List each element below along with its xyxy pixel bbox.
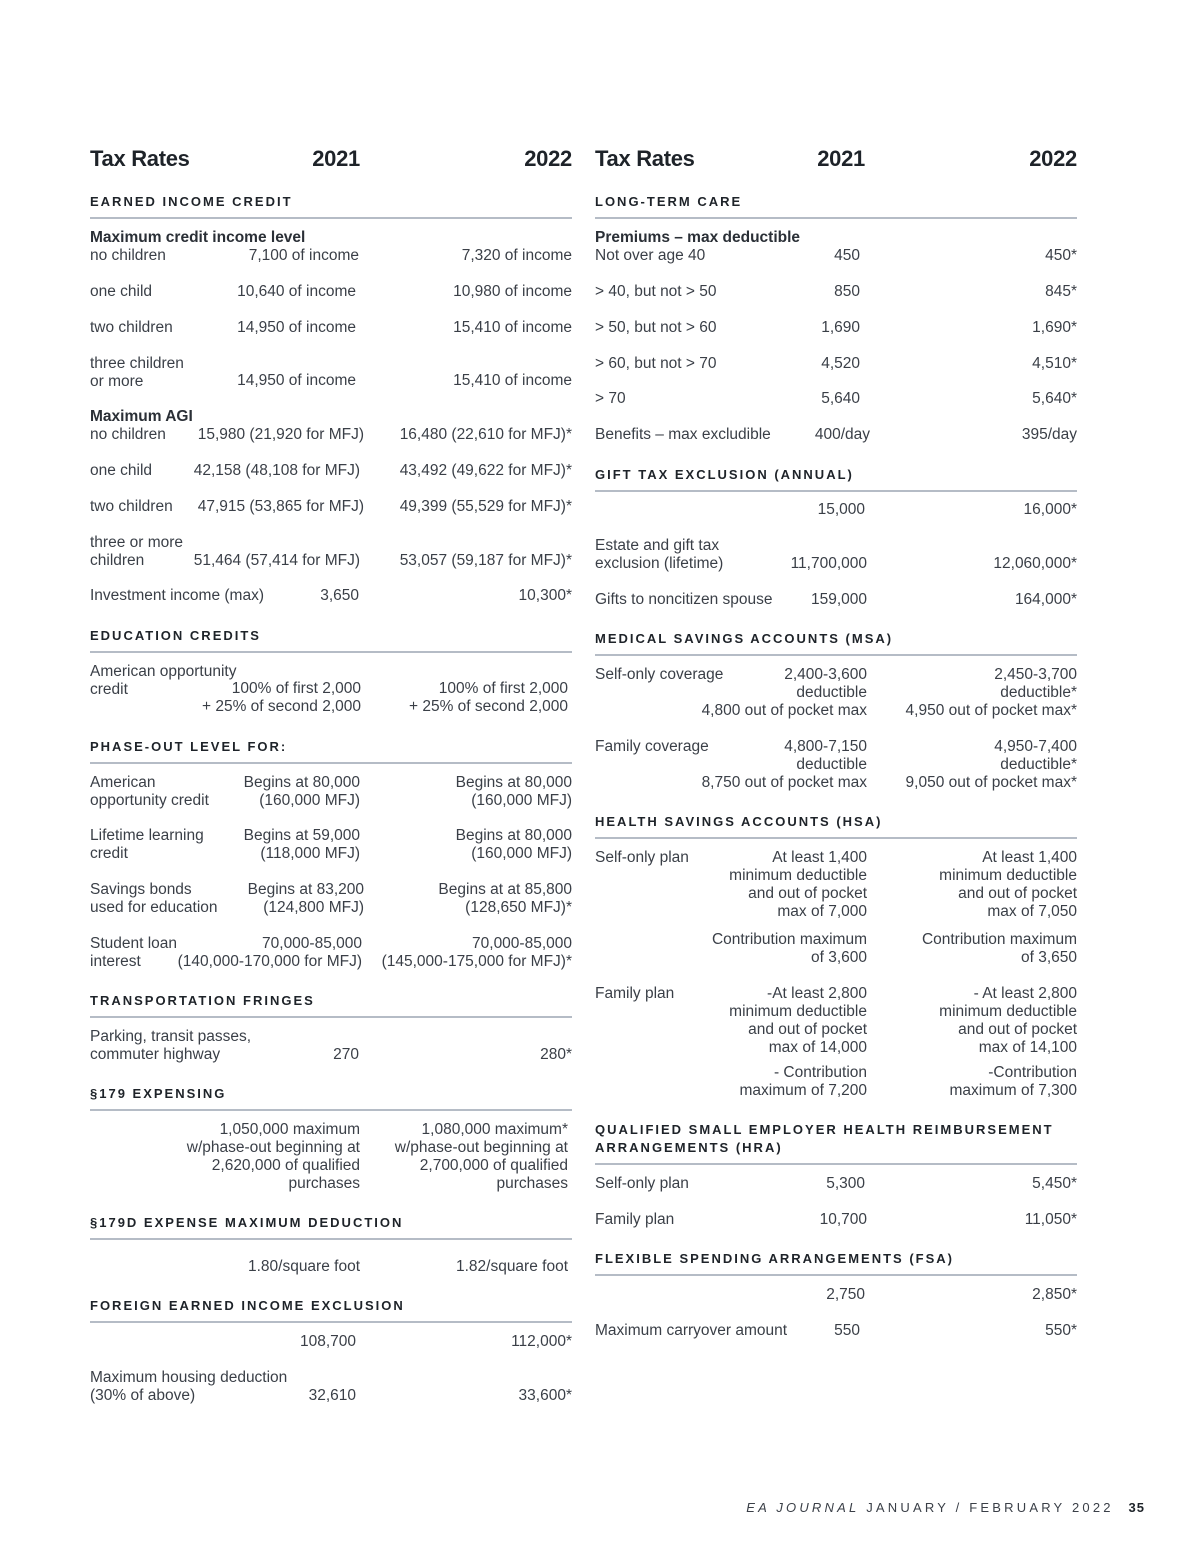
- section-title-feie: FOREIGN EARNED INCOME EXCLUSION: [90, 1298, 405, 1313]
- divider: [90, 1321, 572, 1323]
- page-number: 35: [1128, 1500, 1145, 1515]
- subhead-premiums: Premiums – max deductible: [595, 229, 801, 246]
- divider: [90, 1016, 572, 1018]
- subhead-max-agi: Maximum AGI: [90, 408, 193, 425]
- section-title-gift: GIFT TAX EXCLUSION (ANNUAL): [595, 467, 854, 482]
- divider: [595, 217, 1077, 219]
- section-title-hsa: HEALTH SAVINGS ACCOUNTS (HSA): [595, 814, 883, 829]
- header-year-2022: 2022: [524, 146, 572, 171]
- left-header: [90, 146, 572, 176]
- section-title-ltc: LONG-TERM CARE: [595, 194, 743, 209]
- divider: [595, 654, 1077, 656]
- header-title: Tax Rates: [595, 146, 695, 171]
- section-title-phaseout: PHASE-OUT LEVEL FOR:: [90, 739, 288, 754]
- divider: [595, 1274, 1077, 1276]
- section-title-education: EDUCATION CREDITS: [90, 628, 261, 643]
- divider: [90, 762, 572, 764]
- divider: [90, 1109, 572, 1111]
- section-title-179d: §179D EXPENSE MAXIMUM DEDUCTION: [90, 1215, 404, 1230]
- divider: [90, 1238, 572, 1240]
- subhead-max-credit: Maximum credit income level: [90, 229, 306, 246]
- divider: [595, 1163, 1077, 1165]
- right-header: [595, 146, 1077, 176]
- header-title: Tax Rates: [90, 146, 190, 171]
- header-year-2022: 2022: [1029, 146, 1077, 171]
- section-title-fsa: FLEXIBLE SPENDING ARRANGEMENTS (FSA): [595, 1251, 954, 1266]
- section-title-transport: TRANSPORTATION FRINGES: [90, 993, 315, 1008]
- divider: [90, 651, 572, 653]
- divider: [595, 837, 1077, 839]
- section-title-179: §179 EXPENSING: [90, 1086, 227, 1101]
- divider: [595, 490, 1077, 492]
- header-year-2021: 2021: [312, 146, 360, 171]
- section-title-hra: QUALIFIED SMALL EMPLOYER HEALTH REIMBURSEMENT ARRANGEMENTS (HRA): [595, 1122, 1054, 1155]
- header-year-2021: 2021: [817, 146, 865, 171]
- issue-date: JANUARY / FEBRUARY 2022: [866, 1500, 1114, 1515]
- journal-name: EA JOURNAL: [746, 1500, 860, 1515]
- section-title-msa: MEDICAL SAVINGS ACCOUNTS (MSA): [595, 631, 894, 646]
- divider: [90, 217, 572, 219]
- page-footer: [746, 1500, 1145, 1515]
- section-title-eic: EARNED INCOME CREDIT: [90, 194, 293, 209]
